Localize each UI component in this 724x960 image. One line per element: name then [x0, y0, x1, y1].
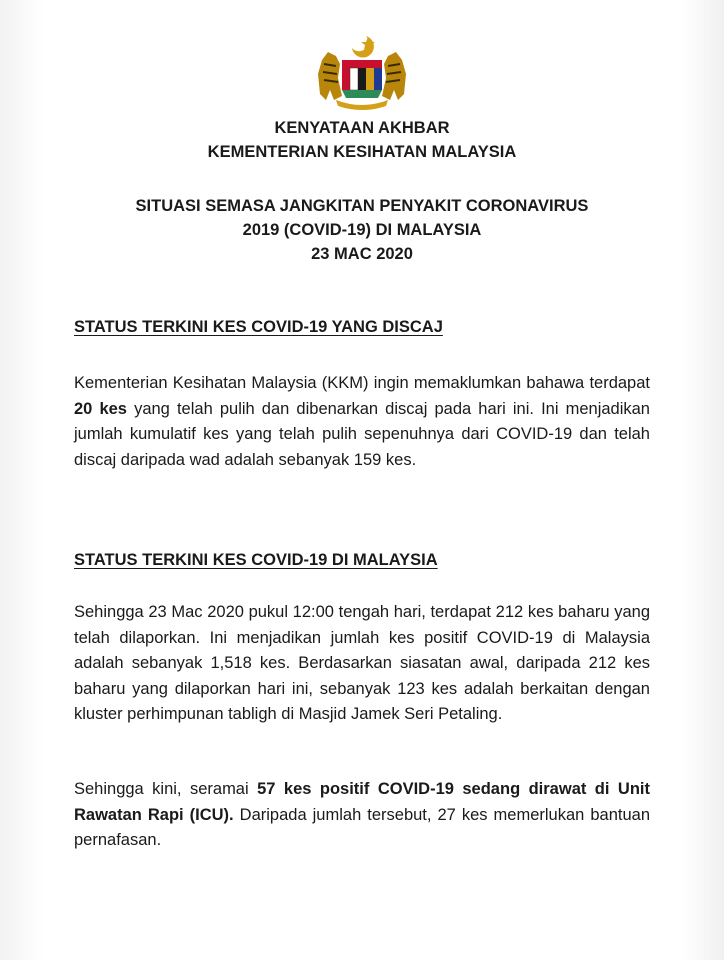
- paragraph-text: Sehingga kini, seramai: [74, 780, 258, 798]
- paragraph-text: Kementerian Kesihatan Malaysia (KKM) ingin memaklumkan bahawa terdapat: [74, 374, 650, 392]
- title-line-2: 2019 (COVID-19) DI MALAYSIA: [242, 221, 482, 239]
- paragraph-new-cases: Sehingga 23 Mac 2020 pukul 12:00 tengah hari, terdapat 212 kes baharu yang telah dilaporkan. Ini menjadikan jumlah kes positif COVID-19 di Malaysia adalah sebanyak 1,518 kes. Berdasarkan siasatan awal, daripada 212 kes baharu yang dilaporkan hari ini, sebanyak 123 kes adalah berkaitan dengan kluster perhimpunan tabligh di Masjid Jamek Seri Petaling.: [74, 603, 650, 723]
- discharged-count: 20 kes: [74, 399, 127, 418]
- paragraph-icu: [74, 777, 650, 854]
- press-release-header: [0, 116, 724, 164]
- icu-count: 57 kes positif COVID-19 sedang dirawat di Unit Rawatan Rapi (ICU).: [74, 780, 650, 824]
- document-title: [0, 194, 724, 266]
- press-label: KENYATAAN AKHBAR: [274, 119, 450, 137]
- document-date: 23 MAC 2020: [311, 245, 413, 263]
- ministry-name: KEMENTERIAN KESIHATAN MALAYSIA: [207, 143, 517, 161]
- malaysia-coat-of-arms-logo: [306, 34, 418, 110]
- paragraph-discharged: [74, 371, 650, 473]
- section-heading-discharged: STATUS TERKINI KES COVID-19 YANG DISCAJ: [74, 318, 443, 336]
- section-heading-malaysia-status: STATUS TERKINI KES COVID-19 DI MALAYSIA: [74, 551, 438, 569]
- paragraph-text: yang telah pulih dan dibenarkan discaj pada hari ini. Ini menjadikan jumlah kumulatif kes yang telah pulih sepenuhnya dari COVID-19 dan telah discaj daripada wad adalah sebanyak 159 kes.: [74, 399, 650, 469]
- title-line-1: SITUASI SEMASA JANGKITAN PENYAKIT CORONAVIRUS: [135, 197, 589, 215]
- paragraph-text: Daripada jumlah tersebut, 27 kes memerlukan bantuan pernafasan.: [74, 805, 650, 849]
